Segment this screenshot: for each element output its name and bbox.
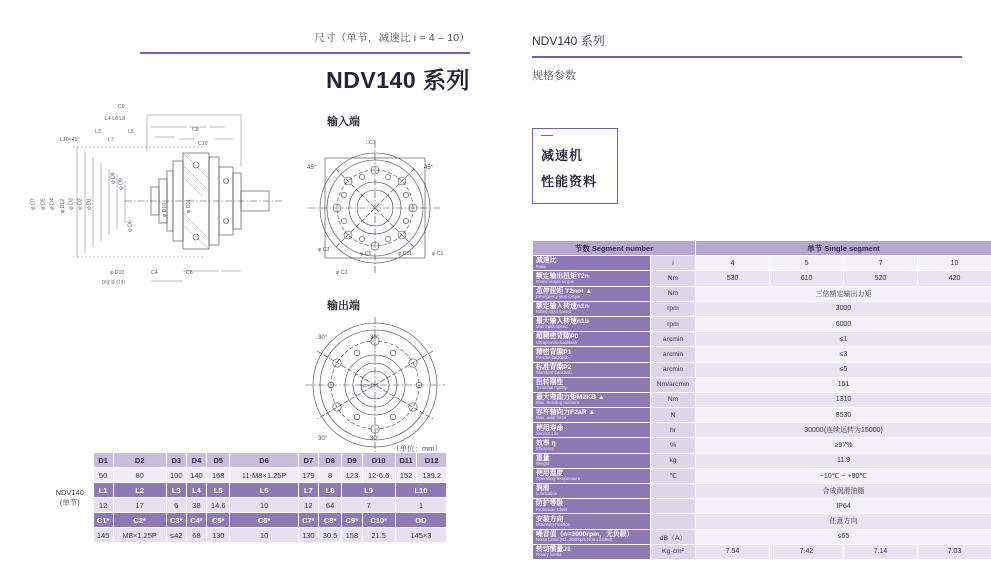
technical-drawing	[0, 95, 500, 455]
row-unit-ratio: i	[651, 256, 696, 271]
callout-c8: C8	[192, 127, 199, 133]
table-row	[47, 468, 447, 483]
callout-d11: φ D11	[185, 199, 192, 213]
row-unit: arcmin	[651, 347, 696, 362]
row-label-operating-temperature	[533, 468, 651, 483]
row-en: Max. axial force	[536, 415, 567, 421]
row-cn: 额定输入转速n1n	[536, 303, 589, 311]
performance-table	[532, 240, 991, 560]
dim-head-d12: D12	[417, 453, 447, 468]
row-en: Mounting Position	[536, 521, 571, 527]
dim-head-d4: D4	[186, 453, 206, 468]
angle-label-45-1: 45°	[307, 165, 317, 171]
dim-val-c6: 10	[230, 528, 298, 543]
row-unit: Nm	[651, 286, 696, 301]
row-cn: 防护等级	[536, 500, 564, 508]
product-sub: (单节)	[59, 497, 80, 507]
row-en: Rated output torque	[536, 278, 574, 284]
row-label-service-life	[533, 423, 651, 438]
table-row	[533, 453, 991, 468]
callout-d7: φ D7	[30, 198, 37, 210]
row-cn: 标准背隙P2	[536, 363, 572, 371]
dim-val-l7: 12	[298, 498, 318, 513]
row-value: 610	[770, 271, 844, 286]
dim-val-d5: 168	[207, 468, 230, 483]
table-header-row	[533, 241, 991, 256]
dim-val-c1: 145	[93, 528, 113, 543]
dim-head-d7: D7	[298, 453, 318, 468]
row-en: Standard backlash	[536, 369, 572, 375]
row-en: Weight	[536, 461, 550, 467]
dim-val-l6: 10	[230, 498, 298, 513]
row-value: ≤3	[696, 347, 991, 362]
row-value: 11.9	[696, 453, 991, 468]
row-label-lubrication	[533, 484, 651, 499]
row-en: Noise Level (N1=3000rpm,Non-Loaded)	[536, 536, 613, 542]
row-label-rated-torque	[533, 271, 651, 286]
row-cn: 容许轴向力F2aR ▲	[536, 409, 596, 417]
svg-text:NDV140: NDV140	[361, 383, 379, 388]
row-en: Efficiency	[536, 445, 555, 451]
row-value: −10℃ ~ +90℃	[696, 468, 991, 483]
dim-val-c4: 68	[186, 528, 206, 543]
row-unit: Nm/arcmin	[651, 377, 696, 392]
row-value: 30000(连续运转为15000)	[696, 423, 991, 438]
table-row	[47, 513, 447, 528]
angle-label-30-4: 30°	[370, 436, 380, 442]
row-value: 任意方向	[696, 514, 991, 529]
row-cn: 精密背隙P1	[536, 348, 572, 356]
dim-head-d10: D10	[362, 453, 395, 468]
header-segment-number	[533, 241, 696, 256]
table-row	[533, 271, 991, 286]
header-single-cn: 单节	[807, 243, 823, 253]
callout-line2: 性能资料	[541, 174, 598, 189]
header-segment-cn: 节数	[574, 243, 590, 253]
dim-head-c8: C8*	[318, 513, 341, 528]
dim-val-d4: 140	[186, 468, 206, 483]
row-label-ultraprecise-backlash	[533, 332, 651, 347]
dim-head-od: OD	[395, 513, 446, 528]
row-value: ≤5	[696, 362, 991, 377]
dim-val-l5: 14.6	[207, 498, 230, 513]
row-cn: 超精密背隙P0	[536, 333, 579, 341]
row-unit: ℃	[651, 468, 696, 483]
dim-head-l5: L5	[207, 483, 230, 498]
callout-l10x45: L10×45°	[60, 137, 80, 143]
callout-d3: φ D3	[68, 198, 75, 210]
row-value: 7.42	[770, 544, 844, 559]
right-divider	[532, 56, 962, 58]
label-output-end: 输出端	[327, 300, 360, 312]
row-unit: arcmin	[651, 332, 696, 347]
row-en: Lubrication	[536, 491, 558, 497]
dim-val-d8: 8	[318, 468, 341, 483]
table-row	[533, 468, 991, 483]
row-unit: rpm	[651, 301, 696, 316]
row-label-noise-level	[533, 529, 651, 544]
callout-zero-align: 0度要对准	[102, 280, 126, 286]
dim-head-d8: D8	[318, 453, 341, 468]
row-en: Torsional rigidity	[536, 385, 567, 391]
dim-head-d11: D11	[395, 453, 416, 468]
row-en: Ratio	[536, 263, 547, 269]
callout-d10-bottom: φ D10	[110, 270, 125, 276]
dim-head-c4: C4*	[186, 513, 206, 528]
dim-head-c3: C3*	[166, 513, 186, 528]
row-value: 1310	[696, 392, 991, 407]
callout-d5: φ D5	[40, 198, 47, 210]
callout-d6: φ D6	[127, 220, 134, 232]
row-cn: 噪音值（n=3000rpm，无负载）	[536, 530, 634, 538]
dim-val-c10: 21.5	[362, 528, 395, 543]
row-cn: 使用寿命	[536, 424, 564, 432]
dim-head-l7: L7	[298, 483, 318, 498]
dim-head-l6: L6	[230, 483, 298, 498]
row-unit: Nm	[651, 271, 696, 286]
table-row	[533, 544, 991, 559]
table-row	[533, 438, 991, 453]
table-row	[533, 362, 991, 377]
callout-d2: φ D2	[77, 198, 84, 210]
row-en: Rated input speed	[536, 309, 571, 315]
table-row	[47, 483, 447, 498]
row-cn: 最大输入转速n1b	[536, 318, 589, 326]
row-value: 7	[844, 256, 918, 271]
product-name: NDV140	[55, 488, 84, 498]
callout-l4-l6-l8: L4 L6 L8	[105, 116, 126, 122]
product-name-cell	[47, 453, 93, 543]
row-unit: %	[651, 438, 696, 453]
dim-val-l4: 38	[186, 498, 206, 513]
dim-val-d10: 12-6.6	[362, 468, 395, 483]
row-value: 三倍额定输出力矩	[696, 286, 991, 301]
row-value: 8530	[696, 408, 991, 423]
row-cn: 使用温度	[536, 470, 564, 478]
row-unit: kg	[651, 453, 696, 468]
dim-head-d9: D9	[342, 453, 362, 468]
dim-val-c3: ≤42	[166, 528, 186, 543]
right-title: NDV140 系列	[532, 34, 605, 48]
header-segment-en: Segment number	[591, 243, 654, 253]
row-cn: 重量	[536, 454, 550, 462]
input-end-view-svg	[300, 133, 450, 283]
label-input-end: 输入端	[327, 116, 360, 128]
dim-val-d9: 123	[342, 468, 362, 483]
row-en: Rotary inertia	[536, 552, 562, 558]
row-value: 520	[844, 271, 918, 286]
dim-val-c5: 130	[207, 528, 230, 543]
row-label-standard-backlash	[533, 362, 651, 377]
callout-d9: φ D9	[118, 178, 125, 190]
table-row	[533, 392, 991, 407]
callout-l5: L5	[128, 129, 134, 135]
callout-c11: φ C11	[398, 251, 412, 257]
right-subtitle: 规格参数	[532, 70, 576, 82]
row-en: Protection Class	[536, 506, 568, 512]
table-row	[533, 423, 991, 438]
table-row	[533, 377, 991, 392]
row-label-max-input-speed	[533, 316, 651, 331]
header-single-en: Single segment	[824, 243, 880, 253]
callout-d10-side: φ D10	[162, 202, 169, 218]
right-column	[532, 0, 991, 588]
dim-val-l1: 12	[93, 498, 113, 513]
dim-head-c1: C1*	[93, 513, 113, 528]
row-label-efficiency	[533, 438, 651, 453]
left-title: NDV140 系列	[326, 67, 470, 93]
row-unit: dB（A）	[651, 529, 696, 544]
row-value: 5	[770, 256, 844, 271]
row-cn: 转动惯量J1	[536, 546, 571, 554]
table-row	[533, 499, 991, 514]
left-header	[140, 30, 470, 95]
dim-val-c8: 30.5	[318, 528, 341, 543]
dim-head-d5: D5	[207, 453, 230, 468]
row-cn: 润滑	[536, 485, 550, 493]
table-row	[533, 529, 991, 544]
row-unit: N	[651, 408, 696, 423]
table-row	[47, 528, 447, 543]
dim-val-l10: 1	[395, 498, 446, 513]
table-row	[533, 301, 991, 316]
callout-c4: C4	[151, 270, 158, 276]
row-value: IP64	[696, 499, 991, 514]
dim-val-d3: 100	[166, 468, 186, 483]
dim-val-c2: M8×1.25P	[113, 528, 166, 543]
dim-head-d6: D6	[230, 453, 298, 468]
row-cn: 扭转刚性	[536, 378, 564, 386]
row-en: Max. Bending moment	[536, 400, 579, 406]
row-unit: Nm	[651, 392, 696, 407]
dim-head-c6: C6*	[230, 513, 298, 528]
section-callout-box	[532, 128, 618, 204]
row-label-weight	[533, 453, 651, 468]
row-unit	[651, 499, 696, 514]
table-row	[533, 316, 991, 331]
row-unit: rpm	[651, 316, 696, 331]
row-unit	[651, 514, 696, 529]
row-en: Ultraprecise backlash	[536, 339, 578, 345]
row-value: ≥97%	[696, 438, 991, 453]
row-label-rotary-inertia	[533, 544, 651, 559]
angle-label-30-1: 30°	[318, 335, 328, 341]
table-row	[533, 256, 991, 271]
row-label-precise-backlash	[533, 347, 651, 362]
callout-line1: 减速机	[541, 148, 584, 163]
callout-d4: φ D4	[49, 198, 56, 210]
row-label-torsional-rigidity	[533, 377, 651, 392]
dim-val-l2: 17	[113, 498, 166, 513]
dim-val-l3: 6	[166, 498, 186, 513]
dim-head-l8: L8	[318, 483, 341, 498]
dim-head-c10: C10*	[362, 513, 395, 528]
row-value: 7.54	[696, 544, 770, 559]
row-unit	[651, 484, 696, 499]
dim-head-d1: D1	[93, 453, 113, 468]
row-cn: 额定输出扭矩T2n	[536, 272, 589, 280]
header-single-segment	[696, 241, 991, 256]
row-value: 7.03	[918, 544, 991, 559]
dim-val-c7: 130	[298, 528, 318, 543]
row-value: 6000	[696, 316, 991, 331]
dimension-table	[47, 452, 447, 543]
row-en: Emergency stop torque	[536, 293, 581, 299]
callout-c6: C6	[186, 270, 193, 276]
row-value: 10	[918, 256, 991, 271]
dim-head-d2: D2	[113, 453, 166, 468]
dim-head-l10: L10	[395, 483, 446, 498]
dim-val-l8: 64	[318, 498, 341, 513]
row-value: 7.14	[844, 544, 918, 559]
table-row	[533, 347, 991, 362]
callout-c2: φ C2	[336, 270, 348, 276]
row-label-emergency-stop	[533, 286, 651, 301]
table-row	[47, 498, 447, 513]
callout-l7: L7	[108, 137, 114, 143]
row-label-mounting-position	[533, 514, 651, 529]
row-value: 420	[918, 271, 991, 286]
table-row	[533, 514, 991, 529]
callout-c3: φ C3	[318, 247, 330, 253]
row-unit: Kg·cm²	[651, 544, 696, 559]
table-row	[47, 453, 447, 468]
row-label-max-bending-moment	[533, 392, 651, 407]
row-en: Max input speed	[536, 324, 568, 330]
row-value: 3000	[696, 301, 991, 316]
row-cn: 安装方向	[536, 515, 564, 523]
callout-dash	[541, 135, 553, 136]
row-value: ≤65	[696, 529, 991, 544]
dim-head-l4: L4	[186, 483, 206, 498]
row-cn: 最大弯曲力矩M2KB ▲	[536, 394, 605, 402]
right-header	[532, 32, 962, 83]
dim-val-d7: 179	[298, 468, 318, 483]
dim-val-d1: 50	[93, 468, 113, 483]
dim-head-c5: C5*	[207, 513, 230, 528]
callout-l3: L3	[95, 129, 101, 135]
callout-c1: φ C1	[432, 251, 444, 257]
row-label-rated-input-speed	[533, 301, 651, 316]
dim-head-c9: C9*	[342, 513, 362, 528]
dim-val-d12: 139.2	[417, 468, 447, 483]
row-cn: 急停扭矩 T2not ▲	[536, 287, 593, 295]
row-cn: 效率 η	[536, 439, 556, 447]
dim-val-d6: 11-M8×1.25P	[230, 468, 298, 483]
dim-val-l9: 7	[342, 498, 396, 513]
row-value: 151	[696, 377, 991, 392]
callout-d8: φ D8	[110, 172, 117, 184]
callout-d1: φ D1	[86, 198, 93, 210]
table-row	[533, 484, 991, 499]
row-en: Precise backlash	[536, 354, 569, 360]
dim-head-l9: L9	[342, 483, 396, 498]
row-en: Service Life	[536, 430, 559, 436]
angle-label-30-2: 30°	[370, 335, 380, 341]
dim-head-c7: C7*	[298, 513, 318, 528]
row-unit: hr	[651, 423, 696, 438]
row-en: Operating Temperature	[536, 476, 581, 482]
angle-label-45-2: 45°	[424, 165, 434, 171]
table-row	[533, 408, 991, 423]
dim-head-l3: L3	[166, 483, 186, 498]
row-cn: 减速比	[536, 257, 557, 265]
left-divider	[140, 52, 470, 54]
row-label-protection-class	[533, 499, 651, 514]
callout-c5: φ C5	[360, 251, 372, 257]
dim-head-l2: L2	[113, 483, 166, 498]
dim-head-d3: D3	[166, 453, 186, 468]
dim-val-d2: 80	[113, 468, 166, 483]
dim-val-c9: 158	[342, 528, 362, 543]
row-value: ≤1	[696, 332, 991, 347]
row-value: 530	[696, 271, 770, 286]
table-row	[533, 286, 991, 301]
dim-val-d11: 152	[395, 468, 416, 483]
left-subtitle: 尺寸（单节，减速比 i = 4 – 10）	[314, 32, 470, 44]
unit-note: （单位：mm）	[392, 444, 442, 453]
callout-c7-square: □C7	[366, 140, 376, 146]
table-row	[533, 332, 991, 347]
row-value: 4	[696, 256, 770, 271]
dim-head-l1: L1	[93, 483, 113, 498]
row-label-max-axial-force	[533, 408, 651, 423]
row-unit: arcmin	[651, 362, 696, 377]
row-value: 合成润滑油脂	[696, 484, 991, 499]
callout-d12: φ D12	[60, 198, 67, 214]
callout-c9: C9	[118, 104, 125, 110]
angle-label-30-3: 30°	[318, 436, 328, 442]
dim-head-c2: C2*	[113, 513, 166, 528]
dim-val-od: 145×3	[395, 528, 446, 543]
row-label-ratio	[533, 256, 651, 271]
callout-c10: C10	[198, 141, 208, 147]
